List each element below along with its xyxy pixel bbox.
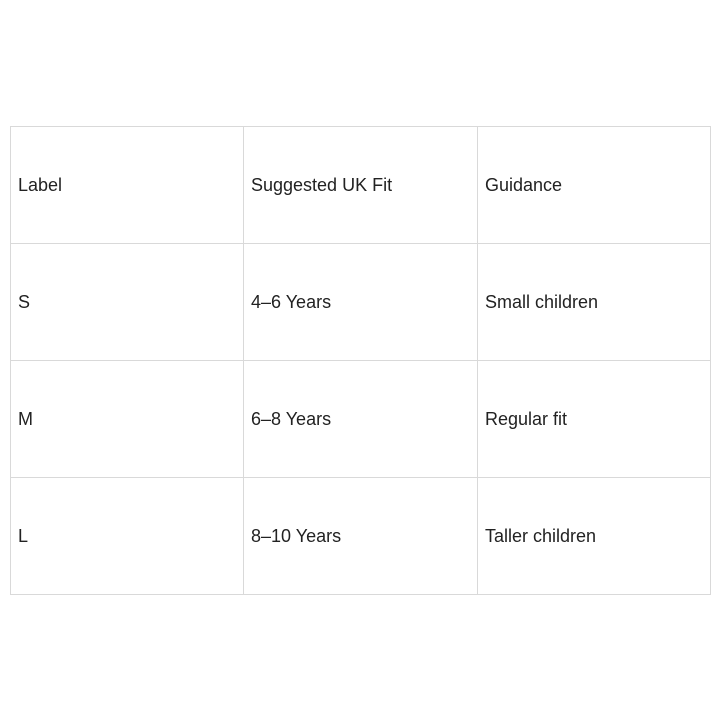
header-guidance: Guidance <box>478 127 711 244</box>
table-row <box>11 478 711 595</box>
uk-fit-cell: 4–6 Years <box>244 244 478 361</box>
guidance-cell: Regular fit <box>478 361 711 478</box>
table-row <box>11 244 711 361</box>
header-suggested-uk-fit: Suggested UK Fit <box>244 127 478 244</box>
uk-fit-cell: 6–8 Years <box>244 361 478 478</box>
guidance-cell: Small children <box>478 244 711 361</box>
size-table-body <box>11 127 711 595</box>
header-row <box>11 127 711 244</box>
table-row <box>11 361 711 478</box>
size-label-cell: S <box>11 244 244 361</box>
guidance-cell: Taller children <box>478 478 711 595</box>
header-label: Label <box>11 127 244 244</box>
size-label-cell: M <box>11 361 244 478</box>
size-guide-table <box>10 126 711 595</box>
size-label-cell: L <box>11 478 244 595</box>
uk-fit-cell: 8–10 Years <box>244 478 478 595</box>
